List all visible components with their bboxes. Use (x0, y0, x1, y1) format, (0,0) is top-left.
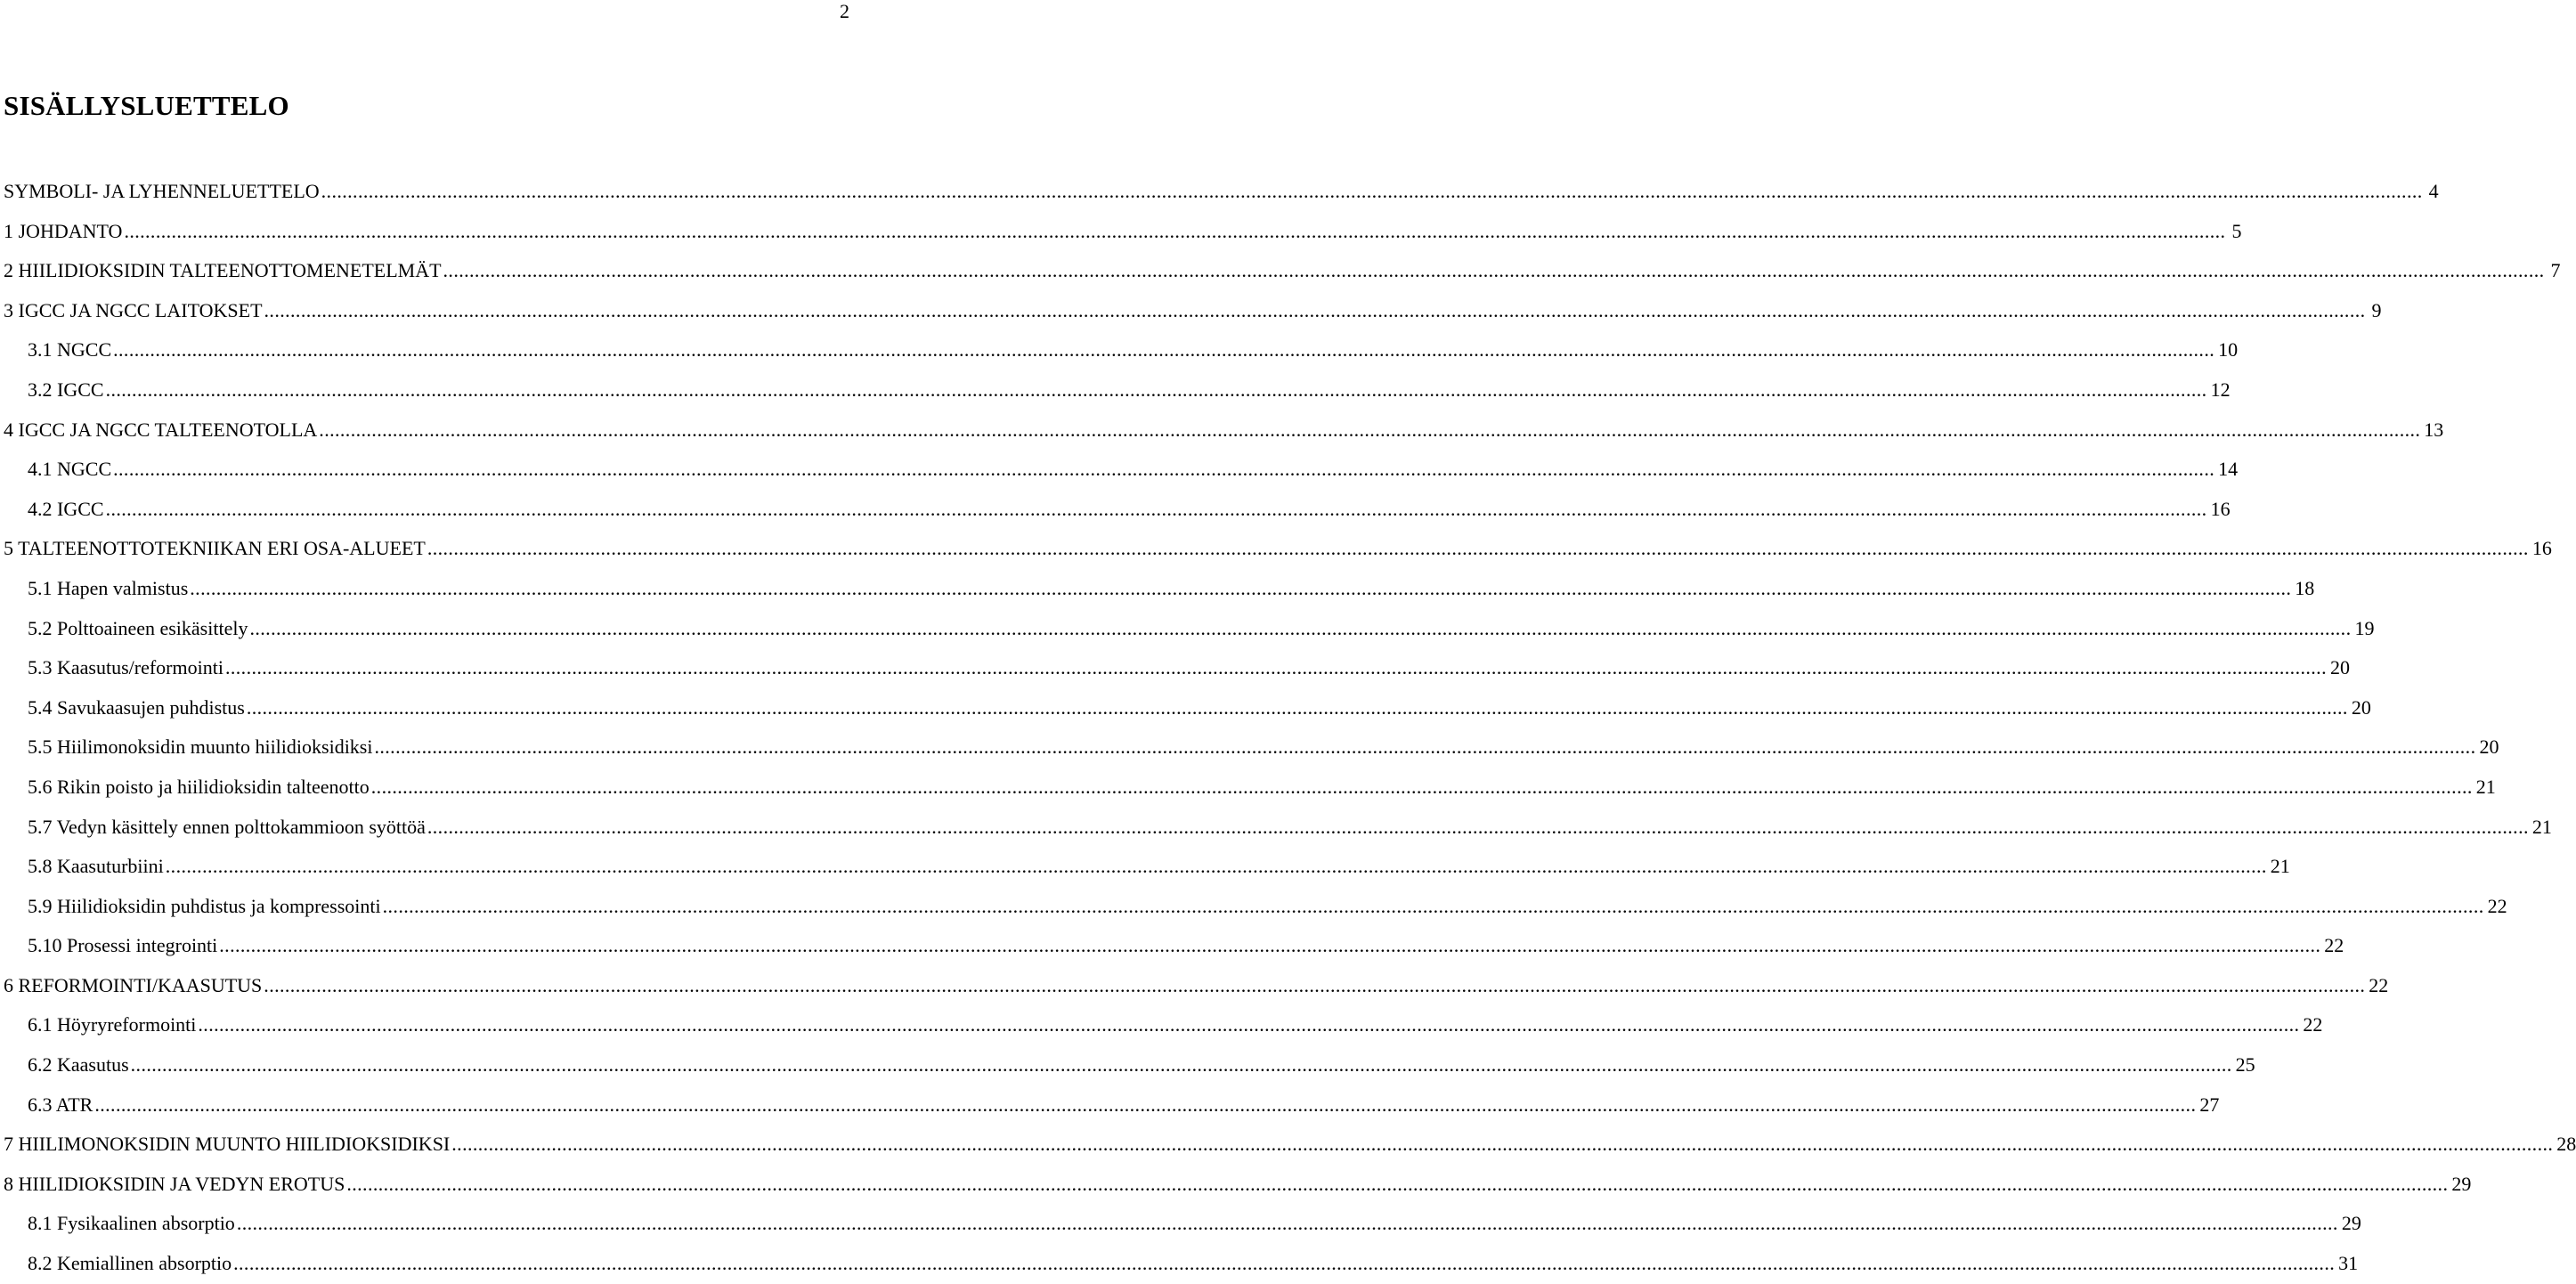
toc-entry-page: 22 (2324, 934, 2344, 957)
toc-entry-label: 5.4 Savukaasujen puhdistus (28, 695, 245, 719)
toc-entry-label: 5 TALTEENOTTOTEKNIIKAN ERI OSA-ALUEET (4, 537, 426, 560)
toc-entry-label: 8 HIILIDIOKSIDIN JA VEDYN EROTUS (4, 1172, 345, 1195)
toc-entry-label: 5.1 Hapen valmistus (28, 576, 189, 599)
toc-entry-page: 16 (2531, 537, 2552, 560)
toc-entry[interactable] (4, 768, 2496, 808)
toc-entry-label: 3.1 NGCC (28, 338, 112, 362)
toc-entry[interactable] (4, 808, 2552, 848)
toc-entry-label: 6.3 ATR (28, 1093, 93, 1116)
toc-entry-page: 7 (2550, 259, 2561, 282)
toc-entry[interactable] (4, 529, 2552, 569)
toc-leader-dots: ................................................................................................................................................................................................................................................................................................................................................................................................................ (374, 735, 2476, 759)
toc-entry-page: 13 (2424, 418, 2444, 441)
toc-entry[interactable] (4, 1005, 2323, 1045)
toc-entry[interactable] (4, 251, 2561, 291)
toc-entry-page: 5 (2231, 219, 2242, 242)
toc-leader-dots: ................................................................................................................................................................................................................................................................................................................................................................................................................ (382, 894, 2484, 917)
toc-entry[interactable] (4, 410, 2444, 451)
toc-leader-dots: ................................................................................................................................................................................................................................................................................................................................................................................................................ (113, 458, 2215, 481)
toc-leader-dots: ................................................................................................................................................................................................................................................................................................................................................................................................................ (346, 1172, 2449, 1195)
toc-entry[interactable] (4, 172, 2439, 212)
toc-entry-label: 6.1 Höyryreformointi (28, 1013, 197, 1036)
toc-leader-dots: ................................................................................................................................................................................................................................................................................................................................................................................................................ (124, 219, 2226, 242)
toc-entry-page: 20 (2329, 656, 2350, 679)
toc-entry-page: 14 (2218, 458, 2239, 481)
toc-leader-dots: ................................................................................................................................................................................................................................................................................................................................................................................................................ (451, 1133, 2554, 1156)
toc-leader-dots: ................................................................................................................................................................................................................................................................................................................................................................................................................ (264, 298, 2366, 321)
toc-entry-label: 7 HIILIMONOKSIDIN MUUNTO HIILIDIOKSIDIKSI (4, 1133, 451, 1156)
toc-entry-page: 16 (2210, 497, 2231, 520)
toc-leader-dots: ................................................................................................................................................................................................................................................................................................................................................................................................................ (236, 1212, 2338, 1235)
toc-entry-page: 9 (2371, 298, 2382, 321)
toc-entry-page: 21 (2270, 855, 2290, 878)
toc-leader-dots: ................................................................................................................................................................................................................................................................................................................................................................................................................ (427, 815, 2529, 838)
toc-entry[interactable] (4, 291, 2382, 331)
toc-entry-label: 5.3 Kaasutus/reformointi (28, 656, 223, 679)
toc-entry-page: 22 (2487, 894, 2507, 917)
toc-entry-label: 6 REFORMOINTI/KAASUTUS (4, 973, 263, 996)
toc-entry-page: 31 (2338, 1252, 2359, 1275)
toc-entry-label: 4.2 IGCC (28, 497, 104, 520)
toc-entry-label: 5.9 Hiilidioksidin puhdistus ja kompressointi (28, 894, 381, 917)
toc-entry-page: 19 (2354, 616, 2375, 639)
toc-entry[interactable] (4, 1085, 2220, 1126)
toc-entry-label: 5.5 Hiilimonoksidin muunto hiilidioksidiksi (28, 735, 373, 759)
toc-entry-page: 20 (2351, 695, 2371, 719)
toc-leader-dots: ................................................................................................................................................................................................................................................................................................................................................................................................................ (233, 1252, 2336, 1275)
toc-leader-dots: ................................................................................................................................................................................................................................................................................................................................................................................................................ (370, 775, 2473, 798)
toc-entry[interactable] (4, 1244, 2359, 1284)
toc-entry-page: 10 (2218, 338, 2239, 362)
toc-leader-dots: ................................................................................................................................................................................................................................................................................................................................................................................................................ (224, 656, 2327, 679)
table-of-contents (4, 172, 2576, 1284)
toc-entry-label: 3.2 IGCC (28, 378, 104, 401)
toc-entry-label: SYMBOLI- JA LYHENNELUETTELO (4, 180, 320, 202)
toc-entry-label: 8.2 Kemiallinen absorptio (28, 1252, 232, 1275)
toc-entry-page: 12 (2210, 378, 2231, 401)
toc-entry-label: 4.1 NGCC (28, 458, 112, 481)
toc-entry-label: 4 IGCC JA NGCC TALTEENOTOLLA (4, 418, 318, 441)
toc-leader-dots: ................................................................................................................................................................................................................................................................................................................................................................................................................ (219, 934, 2321, 957)
toc-entry[interactable] (4, 847, 2290, 887)
toc-entry-label: 5.7 Vedyn käsittely ennen polttokammioon syöttöä (28, 815, 426, 838)
toc-leader-dots: ................................................................................................................................................................................................................................................................................................................................................................................................................ (427, 537, 2529, 560)
toc-entry[interactable] (4, 330, 2239, 370)
toc-entry-page: 28 (2556, 1133, 2576, 1156)
toc-leader-dots: ................................................................................................................................................................................................................................................................................................................................................................................................................ (105, 497, 2207, 520)
toc-entry-page: 18 (2295, 576, 2315, 599)
toc-leader-dots: ................................................................................................................................................................................................................................................................................................................................................................................................................ (246, 695, 2348, 719)
toc-entry[interactable] (4, 212, 2242, 252)
toc-entry-page: 29 (2451, 1172, 2472, 1195)
toc-entry-page: 21 (2475, 775, 2496, 798)
toc-leader-dots: ................................................................................................................................................................................................................................................................................................................................................................................................................ (319, 418, 2421, 441)
toc-leader-dots: ................................................................................................................................................................................................................................................................................................................................................................................................................ (264, 973, 2366, 996)
toc-entry[interactable] (4, 490, 2231, 530)
toc-leader-dots: ................................................................................................................................................................................................................................................................................................................................................................................................................ (443, 259, 2545, 282)
toc-leader-dots: ................................................................................................................................................................................................................................................................................................................................................................................................................ (165, 855, 2267, 878)
toc-entry[interactable] (4, 569, 2315, 609)
toc-leader-dots: ................................................................................................................................................................................................................................................................................................................................................................................................................ (321, 180, 2423, 202)
toc-entry-page: 25 (2235, 1053, 2255, 1077)
toc-entry-label: 6.2 Kaasutus (28, 1053, 129, 1077)
toc-entry[interactable] (4, 1204, 2361, 1244)
toc-entry-page: 27 (2199, 1093, 2220, 1116)
toc-title: SISÄLLYSLUETTELO (4, 90, 289, 121)
toc-entry[interactable] (4, 609, 2375, 649)
toc-entry-page: 20 (2479, 735, 2499, 759)
toc-entry[interactable] (4, 966, 2389, 1006)
toc-entry[interactable] (4, 648, 2350, 688)
toc-entry-label: 5.8 Kaasuturbiini (28, 855, 164, 878)
toc-entry[interactable] (4, 1125, 2576, 1165)
toc-leader-dots: ................................................................................................................................................................................................................................................................................................................................................................................................................ (94, 1093, 2197, 1116)
toc-leader-dots: ................................................................................................................................................................................................................................................................................................................................................................................................................ (190, 576, 2292, 599)
toc-entry-page: 21 (2531, 815, 2552, 838)
toc-entry[interactable] (4, 887, 2507, 927)
toc-entry-label: 5.2 Polttoaineen esikäsittely (28, 616, 248, 639)
toc-entry[interactable] (4, 1045, 2255, 1085)
toc-entry-page: 22 (2369, 973, 2389, 996)
toc-leader-dots: ................................................................................................................................................................................................................................................................................................................................................................................................................ (105, 378, 2207, 401)
toc-entry[interactable] (4, 727, 2499, 768)
toc-entry-label: 5.6 Rikin poisto ja hiilidioksidin talteenotto (28, 775, 370, 798)
toc-leader-dots: ................................................................................................................................................................................................................................................................................................................................................................................................................ (113, 338, 2215, 362)
toc-leader-dots: ................................................................................................................................................................................................................................................................................................................................................................................................................ (198, 1013, 2300, 1036)
toc-entry[interactable] (4, 926, 2344, 966)
toc-entry-page: 22 (2303, 1013, 2323, 1036)
toc-entry-page: 4 (2428, 180, 2439, 202)
toc-entry-label: 2 HIILIDIOKSIDIN TALTEENOTTOMENETELMÄT (4, 259, 442, 282)
toc-entry-page: 29 (2341, 1212, 2361, 1235)
toc-entry-label: 3 IGCC JA NGCC LAITOKSET (4, 298, 263, 321)
toc-entry-label: 5.10 Prosessi integrointi (28, 934, 218, 957)
toc-entry[interactable] (4, 688, 2371, 728)
toc-leader-dots: ................................................................................................................................................................................................................................................................................................................................................................................................................ (249, 616, 2352, 639)
toc-leader-dots: ................................................................................................................................................................................................................................................................................................................................................................................................................ (130, 1053, 2232, 1077)
page-number: 2 (840, 0, 849, 22)
toc-entry[interactable] (4, 370, 2231, 410)
toc-entry-label: 8.1 Fysikaalinen absorptio (28, 1212, 235, 1235)
toc-entry[interactable] (4, 450, 2239, 490)
toc-entry-label: 1 JOHDANTO (4, 219, 123, 242)
toc-entry[interactable] (4, 1165, 2472, 1205)
